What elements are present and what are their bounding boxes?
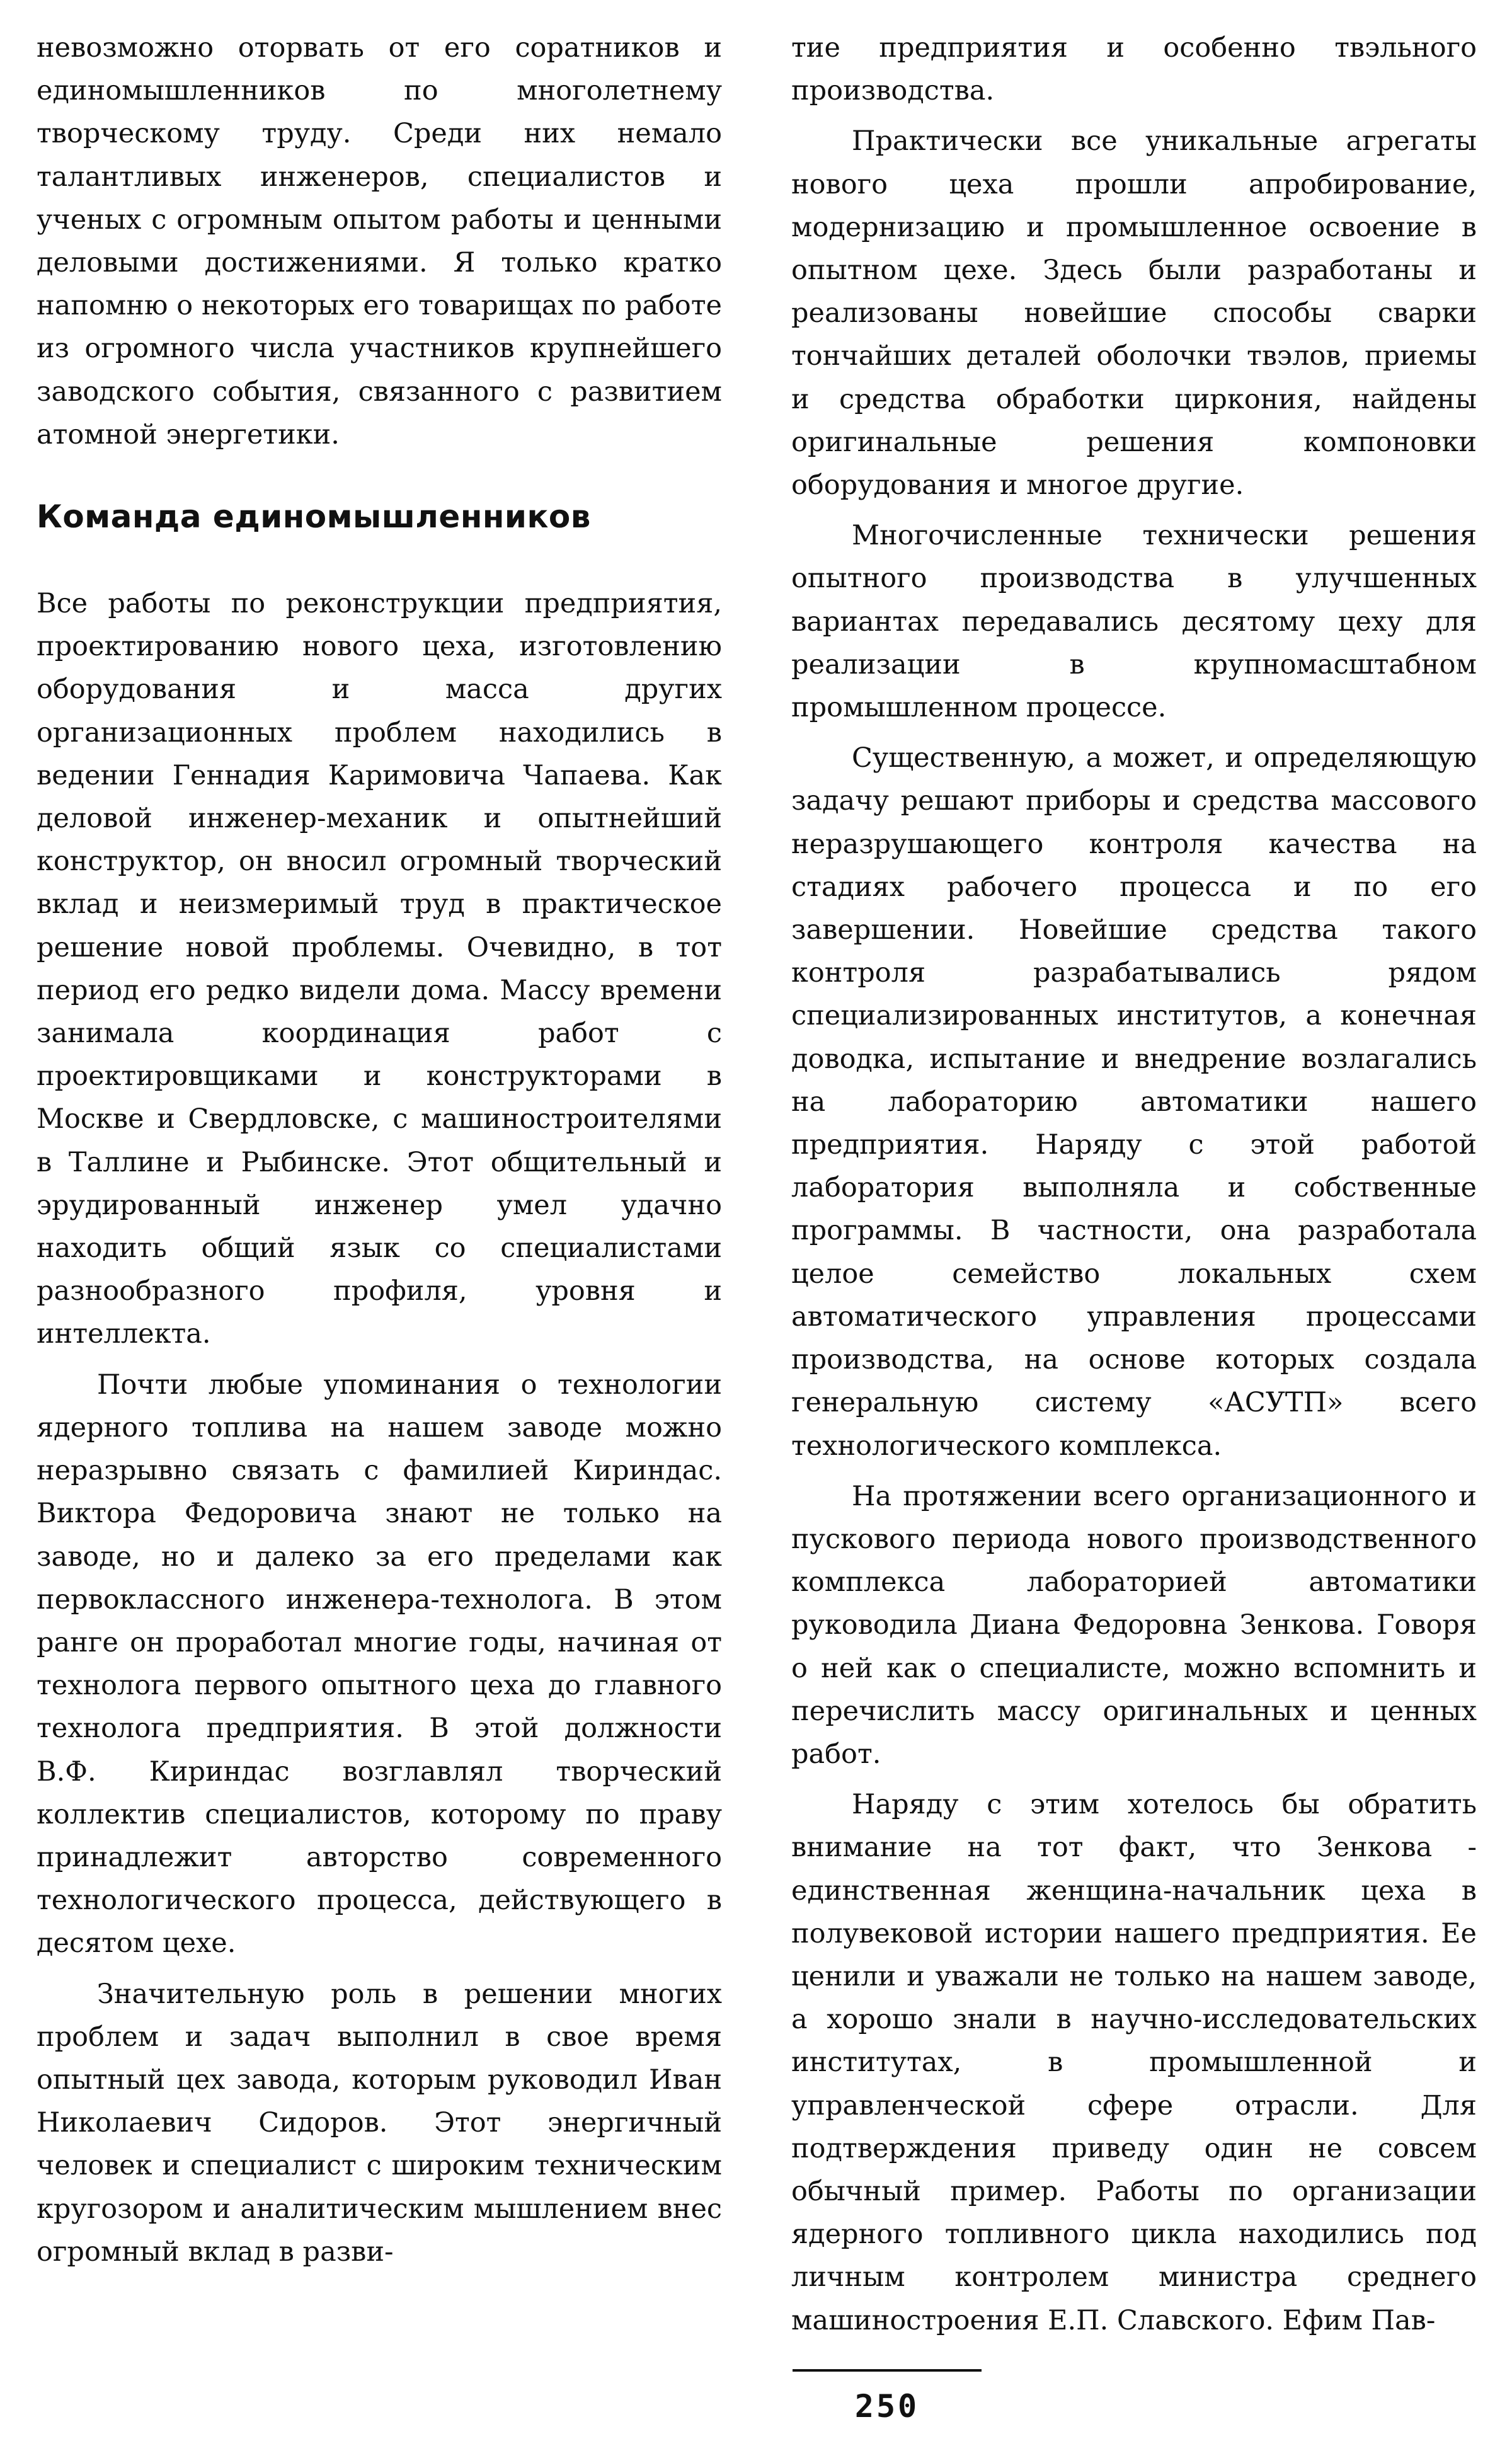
right-column xyxy=(791,26,1477,2350)
paragraph: тие предприятия и особенно твэльного производства. xyxy=(791,32,1477,107)
paragraph: Почти любые упоминания о технологии ядерного топлива на нашем заводе можно неразрывно связать с фамилией Кириндас. Виктора Федоровича знают не только на заводе, но и далеко за его пределами как первоклассного инженера-технолога. В этом ранге он проработал многие годы, начиная от технолога первого опытного цеха до главного технолога предприятия. В этой должности В.Ф. Кириндас возглавлял творческий коллектив специалистов, которому по праву принадлежит авторство современного технологического процесса, действующего в десятом цехе. xyxy=(37,1369,722,1960)
paragraph: Все работы по реконструкции предприятия, проектированию нового цеха, изготовлению оборудования и масса других организационных проблем находились в ведении Геннадия Каримовича Чапаева. Как деловой инженер-механик и опытнейший конструктор, он вносил огромный творческий вклад и неизмеримый труд в практическое решение новой проблемы. Очевидно, в тот период его редко видели дома. Массу времени занимала координация работ с проектировщиками и конструкторами в Москве и Свердловске, с машиностроителями в Таллине и Рыбинске. Этот общительный и эрудированный инженер умел удачно находить общий язык со специалистами разнообразного профиля, уровня и интеллекта. xyxy=(37,588,722,1350)
paragraph: На протяжении всего организационного и пускового периода нового производственного комплекса лабораторией автоматики руководила Диана Федоровна Зенкова. Говоря о ней как о специалисте, можно вспомнить и перечислить массу оригинальных и ценных работ. xyxy=(791,1480,1477,1770)
section-heading: Команда единомышленников xyxy=(37,498,591,536)
left-column xyxy=(37,26,722,2281)
paragraph: Наряду с этим хотелось бы обратить внимание на тот факт, что Зенкова - единственная женщина-начальник цеха в полувековой истории нашего предприятия. Ее ценили и уважали не только на нашем заводе, а хорошо знали в научно-исследовательских институтах, в промышленной и управленческой сфере отрасли. Для подтверждения приведу один не совсем обычный пример. Работы по организации ядерного топливного цикла находились под личным контролем министра среднего машиностроения Е.П. Славского. Ефим Пав- xyxy=(791,1789,1477,2336)
footer-rule xyxy=(793,2369,982,2372)
page-number: 250 xyxy=(854,2388,920,2425)
paragraph: невозможно оторвать от его соратников и единомышленников по многолетнему творческому труду. Среди них немало талантливых инженеров, специалистов и ученых с огромным опытом работы и ценными деловыми достижениями. Я только кратко напомню о некоторых его товарищах по работе из огромного числа участников крупнейшего заводского события, связанного с развитием атомной энергетики. xyxy=(37,32,722,451)
paragraph: Существенную, а может, и определяющую задачу решают приборы и средства массового неразрушающего контроля качества на стадиях рабочего процесса и по его завершении. Новейшие средства такого контроля разрабатывались рядом специализированных институтов, а конечная доводка, испытание и внедрение возлагались на лабораторию автоматики нашего предприятия. Наряду с этой работой лаборатория выполняла и собственные программы. В частности, она разработала целое семейство локальных схем автоматического управления процессами производства, на основе которых создала генеральную систему «АСУТП» всего технологического комплекса. xyxy=(791,742,1477,1462)
paragraph: Значительную роль в решении многих проблем и задач выполнил в свое время опытный цех завода, которым руководил Иван Николаевич Сидоров. Этот энергичный человек и специалист с широким техническим кругозором и аналитическим мышлением внес огромный вклад в разви- xyxy=(37,1978,722,2268)
paragraph: Практически все уникальные агрегаты нового цеха прошли апробирование, модернизацию и промышленное освоение в опытном цехе. Здесь были разработаны и реализованы новейшие способы сварки тончайших деталей оболочки твэлов, приемы и средства обработки циркония, найдены оригинальные решения компоновки оборудования и многое другие. xyxy=(791,125,1477,502)
paragraph: Многочисленные технически решения опытного производства в улучшенных вариантах передавались десятому цеху для реализации в крупномасштабном промышленном процессе. xyxy=(791,520,1477,724)
